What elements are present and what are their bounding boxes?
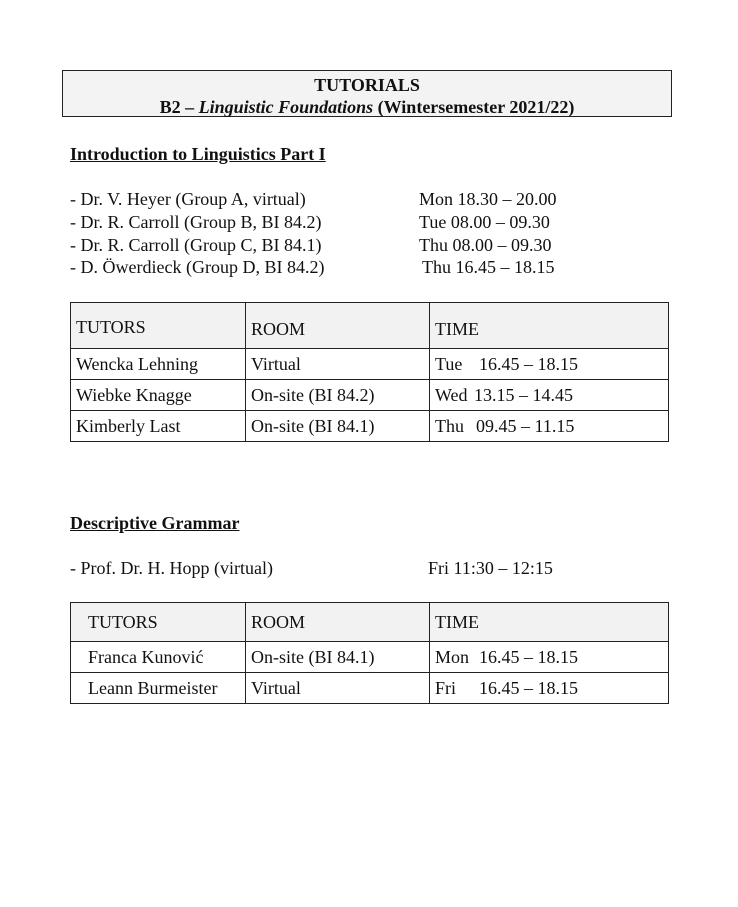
- table-header-row: [71, 603, 669, 642]
- lecture-item: - Dr. R. Carroll (Group B, BI 84.2): [70, 212, 322, 232]
- tutor-name: Leann Burmeister: [71, 673, 246, 704]
- page-subtitle: [63, 97, 671, 118]
- tutor-room: On-site (BI 84.1): [246, 642, 430, 673]
- tutor-name: Wencka Lehning: [71, 349, 246, 380]
- lecture-time: Thu 08.00 – 09.30: [419, 235, 552, 255]
- lecture-item: - Dr. R. Carroll (Group C, BI 84.1): [70, 235, 322, 255]
- title-box: [62, 70, 672, 117]
- lecture-time: Fri 11:30 – 12:15: [428, 558, 553, 578]
- tutor-time: [430, 380, 669, 411]
- tutor-name: Wiebke Knagge: [71, 380, 246, 411]
- header-tutors: TUTORS: [71, 303, 246, 349]
- header-time: TIME: [430, 603, 669, 642]
- tutor-day: Wed: [435, 384, 468, 405]
- header-room: ROOM: [246, 303, 430, 349]
- tutor-hours: 16.45 – 18.15: [479, 646, 578, 667]
- header-tutors: TUTORS: [71, 603, 246, 642]
- section-heading-grammar: Descriptive Grammar: [70, 513, 240, 533]
- tutor-room: On-site (BI 84.2): [246, 380, 430, 411]
- subtitle-prefix: B2 –: [159, 97, 199, 117]
- tutor-hours: 13.15 – 14.45: [474, 384, 573, 405]
- tutor-time: [430, 673, 669, 704]
- lecture-item: - Dr. V. Heyer (Group A, virtual): [70, 189, 306, 209]
- header-room: ROOM: [246, 603, 430, 642]
- tutor-hours: 09.45 – 11.15: [476, 415, 575, 436]
- section-heading-intro: Introduction to Linguistics Part I: [70, 144, 326, 164]
- table-row: [71, 411, 669, 442]
- lecture-time: Thu 16.45 – 18.15: [422, 257, 555, 277]
- lecture-item: - Prof. Dr. H. Hopp (virtual): [70, 558, 273, 578]
- table-row: [71, 673, 669, 704]
- table-row: [71, 642, 669, 673]
- tutor-hours: 16.45 – 18.15: [479, 353, 578, 374]
- lecture-item: - D. Öwerdieck (Group D, BI 84.2): [70, 257, 325, 277]
- tutor-day: Thu: [435, 415, 464, 436]
- table-header-row: [71, 303, 669, 349]
- table-row: [71, 380, 669, 411]
- tutor-day: Tue: [435, 353, 463, 374]
- tutor-day: Mon: [435, 646, 470, 667]
- tutor-day: Fri: [435, 677, 457, 698]
- tutor-room: Virtual: [246, 673, 430, 704]
- tutors-table-intro: [70, 302, 669, 442]
- subtitle-suffix: (Wintersemester 2021/22): [373, 97, 575, 117]
- tutors-table-grammar: [70, 602, 669, 704]
- tutor-hours: 16.45 – 18.15: [479, 677, 578, 698]
- tutor-room: Virtual: [246, 349, 430, 380]
- tutor-name: Franca Kunović: [71, 642, 246, 673]
- tutor-time: [430, 411, 669, 442]
- tutor-name: Kimberly Last: [71, 411, 246, 442]
- tutor-time: [430, 349, 669, 380]
- table-row: [71, 349, 669, 380]
- tutor-time: [430, 642, 669, 673]
- tutor-room: On-site (BI 84.1): [246, 411, 430, 442]
- subtitle-course: Linguistic Foundations: [198, 97, 374, 117]
- lecture-time: Tue 08.00 – 09.30: [419, 212, 550, 232]
- lecture-time: Mon 18.30 – 20.00: [419, 189, 557, 209]
- page-title: TUTORIALS: [314, 75, 420, 95]
- header-time: TIME: [430, 303, 669, 349]
